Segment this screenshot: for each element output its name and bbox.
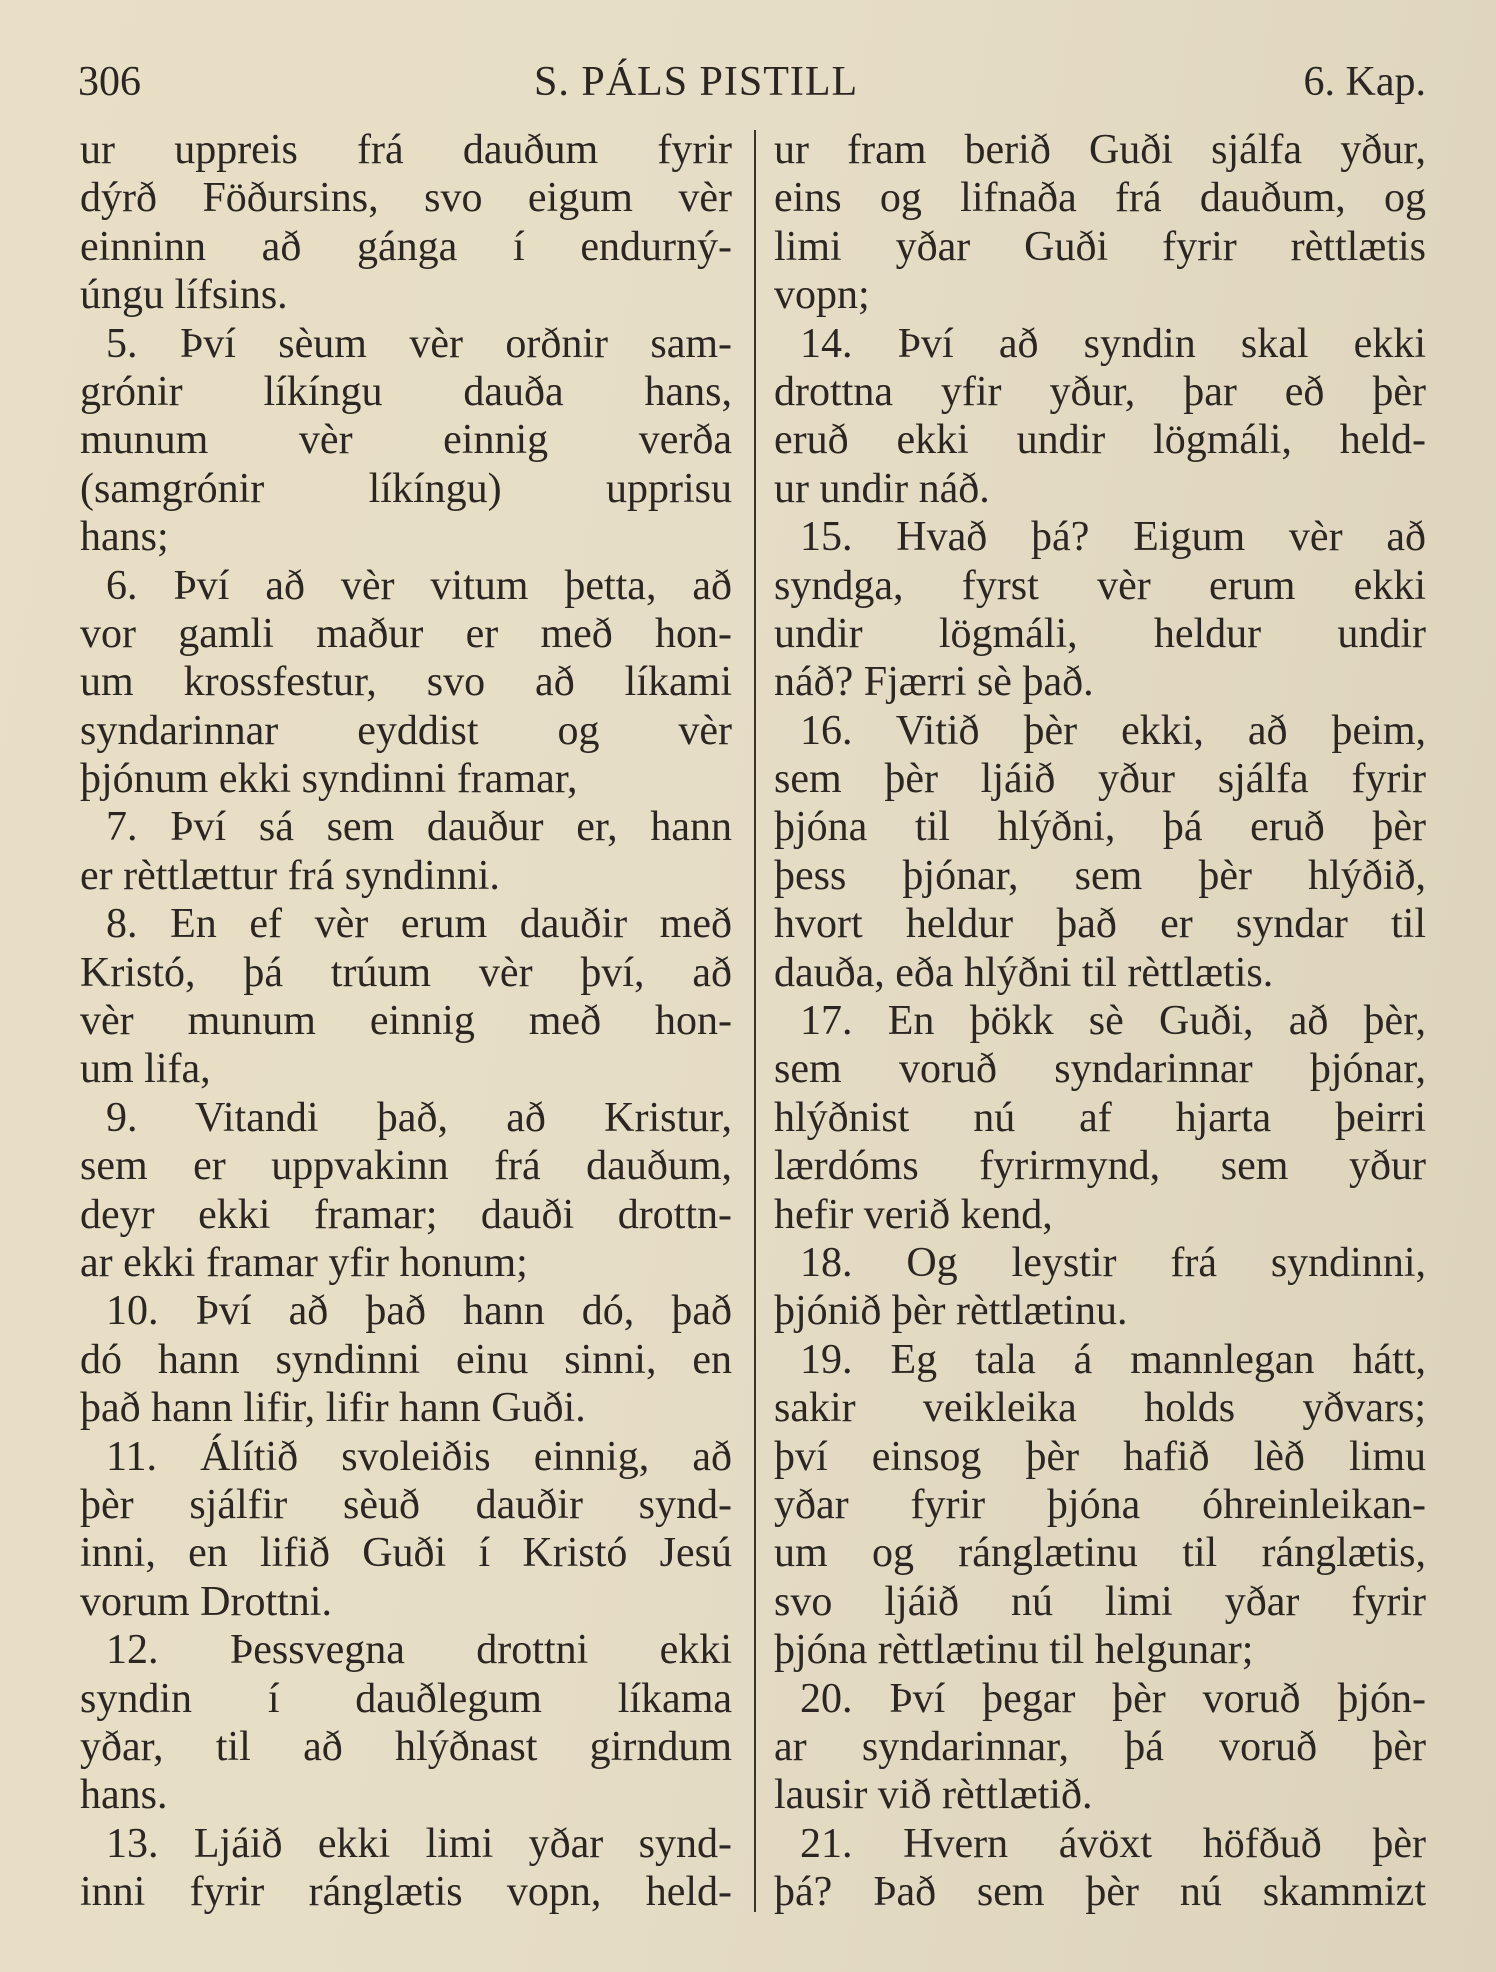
text-line: syndin í dauðlegum líkama <box>80 1675 732 1722</box>
left-text-column <box>80 126 732 1916</box>
verse-start-line: 7. Því sá sem dauður er, hann <box>106 804 732 851</box>
text-line: úngu lífsins. <box>80 272 288 319</box>
verse-start-line: 14. Því að syndin skal ekki <box>800 320 1426 367</box>
text-line: hans. <box>80 1772 168 1819</box>
text-line: þjóna til hlýðni, þá eruð þèr <box>774 804 1426 851</box>
text-line: það hann lifir, lifir hann Guði. <box>80 1385 586 1432</box>
verse-start-line: 11. Álítið svoleiðis einnig, að <box>106 1433 732 1480</box>
text-line: lausir við rèttlætið. <box>774 1772 1093 1819</box>
right-text-column <box>774 126 1426 1916</box>
text-line: grónir líkíngu dauða hans, <box>80 368 732 415</box>
text-line: dýrð Föðursins, svo eigum vèr <box>80 175 732 222</box>
text-line: undir lögmáli, heldur undir <box>774 610 1426 657</box>
verse-start-line: 15. Hvað þá? Eigum vèr að <box>800 514 1426 561</box>
text-line: sem þèr ljáið yður sjálfa fyrir <box>774 756 1426 803</box>
text-line: ur fram berið Guði sjálfa yður, <box>774 127 1426 173</box>
verse-start-line: 8. En ef vèr erum dauðir með <box>106 901 732 948</box>
text-line: limi yðar Guði fyrir rèttlætis <box>774 223 1426 270</box>
running-header <box>78 58 1426 114</box>
text-line: því einsog þèr hafið lèð limu <box>774 1433 1426 1480</box>
text-line: þjónum ekki syndinni framar, <box>80 756 578 803</box>
text-line: dauða, eða hlýðni til rèttlætis. <box>774 949 1274 996</box>
verse-start-line: 19. Eg tala á mannlegan hátt, <box>800 1336 1426 1383</box>
text-line: þjónið þèr rèttlætinu. <box>774 1288 1128 1335</box>
text-line: vorum Drottni. <box>80 1578 332 1625</box>
text-line: hefir verið kend, <box>774 1191 1053 1238</box>
text-line: drottna yfir yður, þar eð þèr <box>774 368 1426 415</box>
text-line: hans; <box>80 514 169 561</box>
text-line: syndga, fyrst vèr erum ekki <box>774 562 1426 609</box>
text-line: ar ekki framar yfir honum; <box>80 1239 528 1286</box>
text-line: yðar, til að hlýðnast girndum <box>80 1723 732 1770</box>
text-line: (samgrónir líkíngu) upprisu <box>80 465 732 512</box>
verse-start-line: 20. Því þegar þèr voruð þjón- <box>800 1675 1426 1722</box>
text-line: hlýðnist nú af hjarta þeirri <box>774 1094 1426 1141</box>
text-line: vèr munum einnig með hon- <box>80 998 732 1045</box>
column-divider <box>754 130 756 1912</box>
text-line: svo ljáið nú limi yðar fyrir <box>774 1578 1426 1625</box>
chapter-label: 6. Kap. <box>1303 59 1426 105</box>
text-line: sakir veikleika holds yðvars; <box>774 1385 1426 1432</box>
text-line: lærdóms fyrirmynd, sem yður <box>774 1143 1426 1190</box>
text-line: þèr sjálfir sèuð dauðir synd- <box>80 1481 732 1528</box>
text-line: þess þjónar, sem þèr hlýðið, <box>774 852 1426 899</box>
verse-start-line: 21. Hvern ávöxt höfðuð þèr <box>800 1820 1426 1867</box>
text-line: ar syndarinnar, þá voruð þèr <box>774 1723 1426 1770</box>
running-title: S. PÁLS PISTILL <box>534 59 859 105</box>
text-line: sem er uppvakinn frá dauðum, <box>80 1143 732 1190</box>
text-line: Kristó, þá trúum vèr því, að <box>80 949 732 996</box>
text-line: hvort heldur það er syndar til <box>774 901 1426 948</box>
text-line: inni fyrir ránglætis vopn, held- <box>80 1869 732 1916</box>
text-line: inni, en lifið Guði í Kristó Jesú <box>80 1530 732 1577</box>
text-line: yðar fyrir þjóna óhreinleikan- <box>774 1481 1426 1528</box>
text-line: eruð ekki undir lögmáli, held- <box>774 417 1426 464</box>
text-line: syndarinnar eyddist og vèr <box>80 707 732 754</box>
verse-start-line: 5. Því sèum vèr orðnir sam- <box>106 320 732 367</box>
text-line: munum vèr einnig verða <box>80 417 732 464</box>
text-line: vor gamli maður er með hon- <box>80 610 732 657</box>
text-line: dó hann syndinni einu sinni, en <box>80 1336 732 1383</box>
verse-start-line: 16. Vitið þèr ekki, að þeim, <box>800 707 1426 754</box>
verse-start-line: 17. En þökk sè Guði, að þèr, <box>800 998 1426 1045</box>
text-line: ur uppreis frá dauðum fyrir <box>80 127 732 173</box>
text-line: náð? Fjærri sè það. <box>774 659 1094 706</box>
verse-start-line: 18. Og leystir frá syndinni, <box>800 1239 1426 1286</box>
text-line: þjóna rèttlætinu til helgunar; <box>774 1627 1254 1674</box>
text-line: um og ránglætinu til ránglætis, <box>774 1530 1426 1577</box>
verse-start-line: 6. Því að vèr vitum þetta, að <box>106 562 732 609</box>
verse-start-line: 13. Ljáið ekki limi yðar synd- <box>106 1820 732 1867</box>
text-line: deyr ekki framar; dauði drottn- <box>80 1191 732 1238</box>
text-line: eins og lifnaða frá dauðum, og <box>774 175 1426 222</box>
verse-start-line: 12. Þessvegna drottni ekki <box>106 1627 732 1674</box>
verse-start-line: 10. Því að það hann dó, það <box>106 1288 732 1335</box>
text-line: um lifa, <box>80 1046 211 1093</box>
text-line: þá? Það sem þèr nú skammizt <box>774 1869 1426 1916</box>
text-line: vopn; <box>774 272 870 319</box>
text-line: um krossfestur, svo að líkami <box>80 659 732 706</box>
text-line: sem voruð syndarinnar þjónar, <box>774 1046 1426 1093</box>
verse-start-line: 9. Vitandi það, að Kristur, <box>106 1094 732 1141</box>
text-line: ur undir náð. <box>774 465 990 512</box>
text-line: er rèttlættur frá syndinni. <box>80 852 500 899</box>
page-number: 306 <box>78 59 141 105</box>
text-line: einninn að gánga í endurný- <box>80 223 732 270</box>
